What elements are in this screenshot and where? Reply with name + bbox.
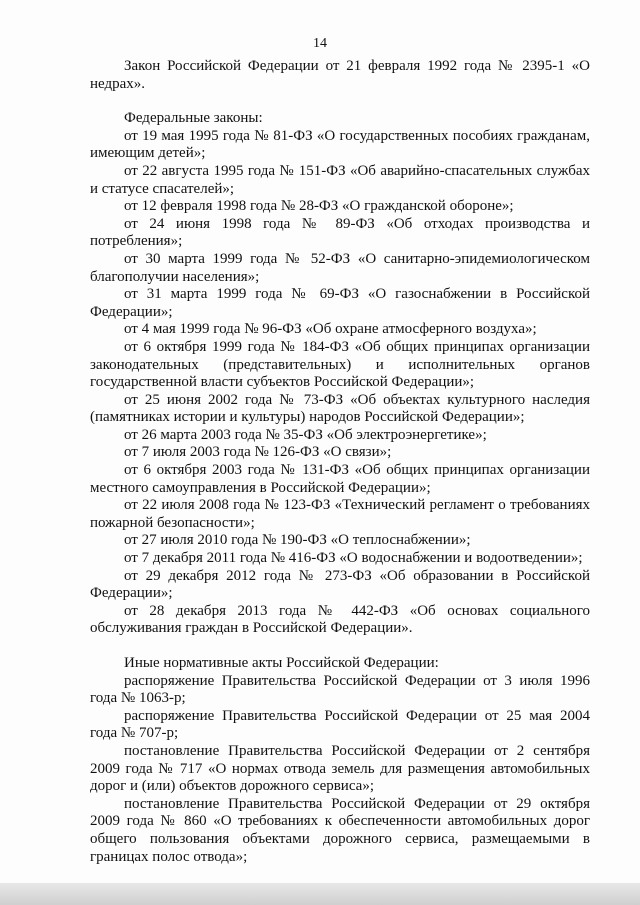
federal-law-item: от 31 марта 1999 года № 69-ФЗ «О газоснабжении в Российской Федерации»; xyxy=(90,286,590,320)
federal-law-item: от 22 июля 2008 года № 123-ФЗ «Технический регламент о требованиях пожарной безопасности»; xyxy=(90,497,590,531)
federal-law-item: от 4 мая 1999 года № 96-ФЗ «Об охране атмосферного воздуха»; xyxy=(124,321,537,338)
federal-law-item: от 24 июня 1998 года № 89-ФЗ «Об отходах производства и потребления»; xyxy=(90,215,590,250)
federal-law-item: от 6 октября 1999 года № 184-ФЗ «Об общих принципах организации законодательных (представительных) и исполнительных органов государственной власти субъектов Российской Федерации»; xyxy=(90,338,590,391)
federal-laws-heading: Федеральные законы: xyxy=(124,110,263,127)
federal-law-item: от 12 февраля 1998 года № 28-ФЗ «О гражданской обороне»; xyxy=(124,198,514,215)
scan-bottom-edge xyxy=(0,883,640,905)
federal-law-item: от 25 июня 2002 года № 73-ФЗ «Об объектах культурного наследия (памятниках истории и культуры) народов Российской Федерации»; xyxy=(90,391,590,426)
law-rf-paragraph: Закон Российской Федерации от 21 февраля 1992 года № 2395-1 «О недрах». xyxy=(90,58,590,92)
federal-law-item: от 28 декабря 2013 года № 442-ФЗ «Об основах социального обслуживания граждан в Российской Федерации». xyxy=(90,602,590,637)
federal-law-item: от 30 марта 1999 года № 52-ФЗ «О санитарно-эпидемиологическом благополучии населения»; xyxy=(90,250,590,285)
federal-law-item: от 27 июля 2010 года № 190-ФЗ «О теплоснабжении»; xyxy=(124,532,471,549)
federal-law-item: от 7 декабря 2011 года № 416-ФЗ «О водоснабжении и водоотведении»; xyxy=(124,550,583,567)
federal-law-item: от 6 октября 2003 года № 131-ФЗ «Об общих принципах организации местного самоуправления в Российской Федерации»; xyxy=(90,462,590,496)
federal-law-item: от 26 марта 2003 года № 35-ФЗ «Об электроэнергетике»; xyxy=(124,426,487,443)
other-act-item: постановление Правительства Российской Федерации от 2 сентября 2009 года № 717 «О нормах отвода земель для размещения автомобильных дорог и (или) объектов дорожного сервиса»; xyxy=(90,742,590,795)
spacer xyxy=(90,638,590,655)
other-acts-heading: Иные нормативные акты Российской Федерации: xyxy=(124,655,439,671)
other-act-item: постановление Правительства Российской Федерации от 29 октября 2009 года № 860 «О требованиях к обеспеченности автомобильных дорог общего пользования объектами дорожного сервиса, размещаемыми в границах полос отвода»; xyxy=(90,795,590,865)
spacer xyxy=(90,93,590,110)
other-act-item: распоряжение Правительства Российской Федерации от 25 мая 2004 года № 707-р; xyxy=(90,707,590,742)
federal-law-item: от 19 мая 1995 года № 81-ФЗ «О государственных пособиях гражданам, имеющим детей»; xyxy=(90,127,590,162)
page-number: 14 xyxy=(313,36,327,51)
federal-law-item: от 29 декабря 2012 года № 273-ФЗ «Об образовании в Российской Федерации»; xyxy=(90,567,590,602)
federal-law-item: от 22 августа 1995 года № 151-ФЗ «Об аварийно-спасательных службах и статусе спасателей»; xyxy=(90,162,590,197)
document-body xyxy=(90,58,590,866)
other-act-item: распоряжение Правительства Российской Федерации от 3 июля 1996 года № 1063-р; xyxy=(90,672,590,707)
federal-law-item: от 7 июля 2003 года № 126-ФЗ «О связи»; xyxy=(124,444,392,461)
